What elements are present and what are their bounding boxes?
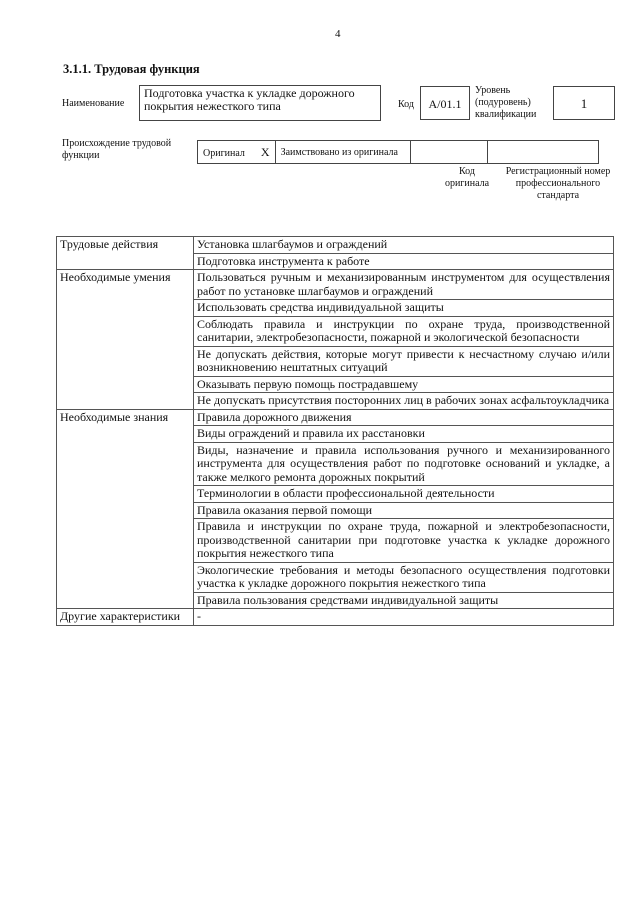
table-row	[57, 316, 614, 346]
table-row	[57, 562, 614, 592]
section-item: Подготовка инструмента к работе	[194, 253, 614, 270]
section-heading: Трудовые действия	[57, 237, 194, 254]
section-item: Не допускать присутствия посторонних лиц в рабочих зонах асфальтоукладчика	[194, 393, 614, 410]
section-item: Установка шлагбаумов и ограждений	[194, 237, 614, 254]
section-item: Виды ограждений и правила их расстановки	[194, 426, 614, 443]
table-row	[57, 519, 614, 563]
section-heading-continued	[57, 442, 194, 486]
section-item: Правила оказания первой помощи	[194, 502, 614, 519]
table-row	[57, 502, 614, 519]
section-heading: Необходимые умения	[57, 270, 194, 300]
section-item: Соблюдать правила и инструкции по охране труда, производственной санитарии, электробезопасности, пожарной и экологической безопасности	[194, 316, 614, 346]
code-label: Код	[398, 99, 414, 110]
table-row	[57, 346, 614, 376]
table-row	[57, 376, 614, 393]
section-item: -	[194, 609, 614, 626]
section-heading-continued	[57, 393, 194, 410]
table-row	[57, 409, 614, 426]
table-row	[57, 300, 614, 317]
section-heading-continued	[57, 592, 194, 609]
original-mark: X	[260, 144, 270, 159]
code-box: А/01.1	[420, 86, 470, 120]
section-heading: Необходимые знания	[57, 409, 194, 426]
section-heading-continued	[57, 519, 194, 563]
borrowed-label: Заимствовано из оригинала	[275, 141, 410, 164]
original-label: Оригинал	[203, 147, 245, 159]
table-row	[57, 486, 614, 503]
page-number: 4	[335, 28, 341, 40]
section-item: Виды, назначение и правила использования ручного и механизированного инструмента для осуществления работ по подготовке оснований и укладке, а также мелкого ремонта дорожных покрытий	[194, 442, 614, 486]
section-item: Правила дорожного движения	[194, 409, 614, 426]
section-title: 3.1.1. Трудовая функция	[63, 62, 200, 76]
table-row	[57, 442, 614, 486]
function-name-box: Подготовка участка к укладке дорожного покрытия нежесткого типа	[139, 85, 381, 121]
section-item: Правила и инструкции по охране труда, пожарной и электробезопасности, производственной санитарии при подготовке участка к укладке дорожного покрытия нежесткого типа	[194, 519, 614, 563]
original-code-caption: Код оригинала	[444, 166, 490, 189]
section-heading-continued	[57, 376, 194, 393]
section-item: Терминологии в области профессиональной деятельности	[194, 486, 614, 503]
level-label: Уровень (подуровень) квалификации	[475, 85, 537, 120]
section-item: Использовать средства индивидуальной защиты	[194, 300, 614, 317]
origin-table	[197, 140, 599, 164]
section-item: Оказывать первую помощь пострадавшему	[194, 376, 614, 393]
table-row	[57, 426, 614, 443]
section-item: Не допускать действия, которые могут привести к несчастному случаю и/или возникновению нештатных ситуаций	[194, 346, 614, 376]
section-heading-continued	[57, 300, 194, 317]
function-table	[56, 236, 614, 626]
table-row	[57, 237, 614, 254]
section-heading-continued	[57, 346, 194, 376]
section-item: Экологические требования и методы безопасного осуществления подготовки участка к укладке дорожного покрытия нежесткого типа	[194, 562, 614, 592]
section-heading-continued	[57, 486, 194, 503]
table-row	[57, 253, 614, 270]
section-heading-continued	[57, 562, 194, 592]
original-code-cell	[410, 141, 487, 164]
origin-label: Происхождение трудовой функции	[62, 138, 172, 161]
section-heading-continued	[57, 426, 194, 443]
section-item: Правила пользования средствами индивидуальной защиты	[194, 592, 614, 609]
level-box: 1	[553, 86, 615, 120]
table-row	[57, 270, 614, 300]
section-heading-continued	[57, 316, 194, 346]
section-heading: Другие характеристики	[57, 609, 194, 626]
section-heading-continued	[57, 502, 194, 519]
registration-number-cell	[487, 141, 598, 164]
registration-number-caption: Регистрационный номер профессионального стандарта	[505, 166, 611, 201]
table-row	[57, 393, 614, 410]
section-heading-continued	[57, 253, 194, 270]
name-label: Наименование	[62, 98, 125, 109]
table-row	[57, 592, 614, 609]
section-item: Пользоваться ручным и механизированным инструментом для осуществления работ по установке шлагбаумов и ограждений	[194, 270, 614, 300]
table-row	[57, 609, 614, 626]
